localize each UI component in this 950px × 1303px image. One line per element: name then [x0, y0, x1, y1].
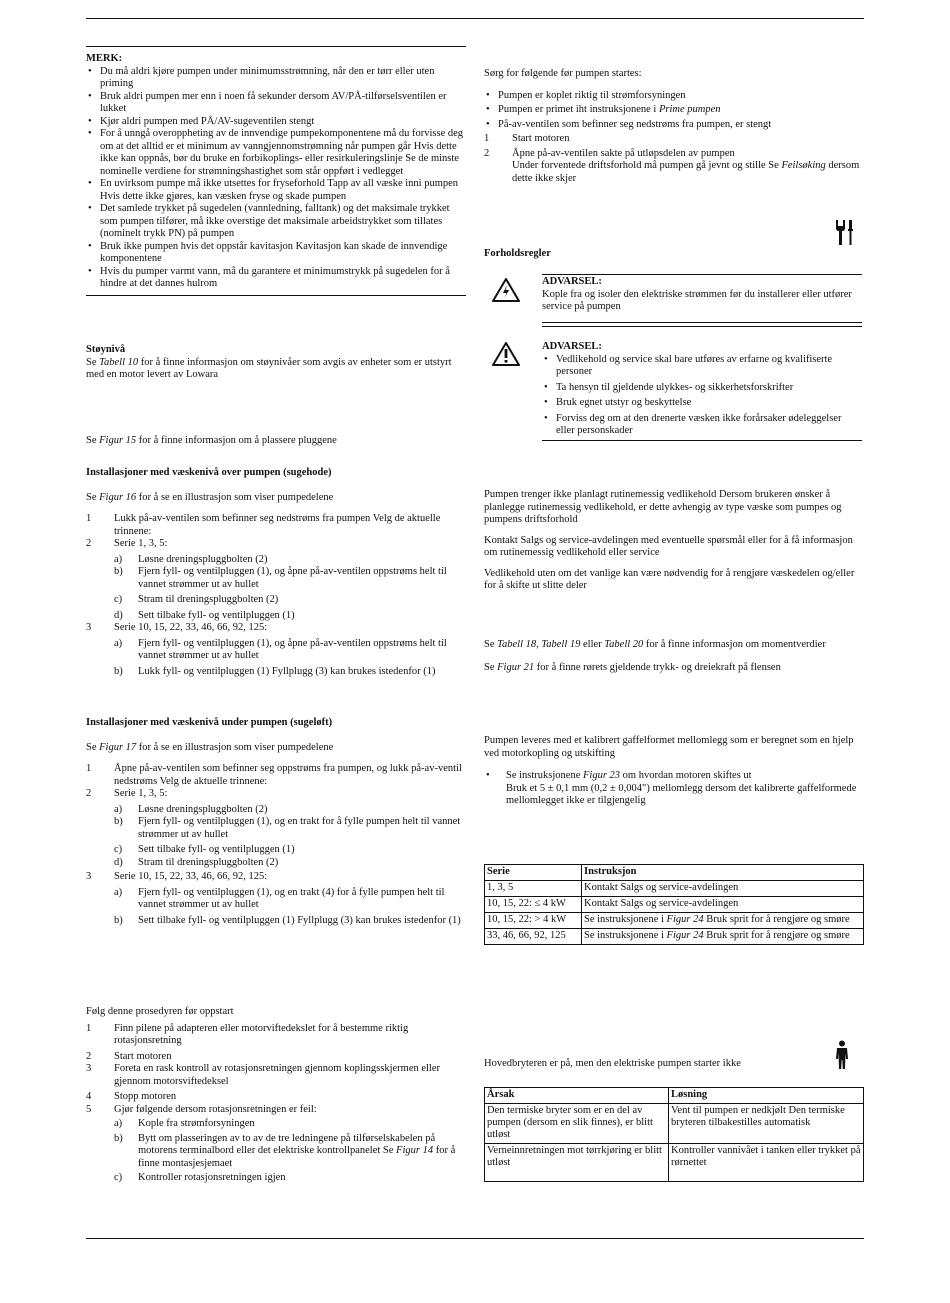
- warning-title: ADVARSEL:: [542, 276, 602, 287]
- section-ref[interactable]: Feilsøking: [781, 160, 826, 171]
- table-ref[interactable]: Tabell 19: [541, 639, 581, 650]
- table-cell: Kontakt Salgs og service-avdelingen: [582, 881, 864, 897]
- start-intro: Sørg for følgende før pumpen startes:: [484, 68, 642, 79]
- note-item: • Det samlede trykket på sugedelen (vannledning, falltank) og det maksimale trykket som pumpen tilfører, må ikke overstige det maksimale arbeidstrykket som tillates (nominelt trykk PN) på pumpen: [86, 203, 466, 241]
- maintenance-text: Vedlikehold uten om det vanlige kan være nødvendig for å rengjøre væskedelen og/eller for å skifte ut slitte deler: [484, 567, 855, 591]
- note-title: MERK:: [86, 53, 123, 64]
- step: 2 Serie 1, 3, 5:: [86, 538, 168, 549]
- note-box: [86, 46, 466, 296]
- note-item: • Kjør aldri pumpen med PÅ/AV-sugeventilen stengt: [86, 116, 466, 129]
- note-item: • Bruk ikke pumpen hvis det oppstår kavitasjon Kavitasjon kan skade de innvendige komponentene: [86, 241, 466, 266]
- table-cell: 10, 15, 22: ≤ 4 kW: [485, 897, 582, 913]
- sub-step: b) Sett tilbake fyll- og ventilpluggen (1) Fyllplugg (3) kan brukes istedenfor (1): [114, 914, 461, 926]
- step: 3 Serie 10, 15, 22, 33, 46, 66, 92, 125:: [86, 622, 268, 633]
- above-section: [86, 467, 466, 678]
- warning-box-general: [542, 326, 862, 441]
- above-heading: Installasjoner med væskenivå over pumpen (sugehode): [86, 467, 332, 478]
- step: 3 Foreta en rask kontroll av rotasjonsretningen gjennom koplingsskjermen eller gjennom motorsviftedeksel: [86, 1063, 441, 1087]
- note-item: • For å unngå overoppheting av de innvendige pumpekomponentene må du forvisse deg om at det alltid er et minimum av vanngjennomstrømning når pumpen går Hvis dette ikke kan oppnås, bør du bruke en forbikoplings- eller resirkuleringslinje Se de minste nominelle verdiene for strømningshastighet som står oppført i vedlegget: [86, 128, 466, 178]
- table-row: [485, 1144, 864, 1182]
- table-header: Instruksjon: [582, 865, 864, 881]
- figure-ref[interactable]: Figur 24: [666, 930, 704, 941]
- torque-text: Se Figur 21 for å finne rørets gjeldende trykk- og dreiekraft på flensen: [484, 661, 781, 673]
- sub-step: a) Løsne dreningspluggbolten (2): [114, 803, 268, 815]
- noise-text: Se Tabell 10 for å finne informasjon om støynivåer som avgis av enheter som er utstyrt med en motor levert av Lowara: [86, 356, 452, 380]
- sub-step: d) Stram til dreningspluggbolten (2): [114, 856, 279, 868]
- note-list: [86, 66, 466, 291]
- figure-ref[interactable]: Figur 14: [396, 1145, 434, 1156]
- figure-ref[interactable]: Figur 16: [99, 491, 137, 503]
- step: 2 Serie 1, 3, 5:: [86, 788, 168, 799]
- sub-step: b) Bytt om plasseringen av to av de tre ledningene på tilførselskabelen på motorens terminalbord eller det elektriske kontrollpanelet Se Figur 14 for å finne montasjesjemaet: [114, 1132, 456, 1169]
- noise-heading: Støynivå: [86, 344, 126, 355]
- maintenance-section: [484, 489, 864, 593]
- note-item: • Bruk aldri pumpen mer enn i noen få sekunder dersom AV/PÅ-tilførselsventilen er lukket: [86, 91, 466, 116]
- general-warning-icon: [491, 341, 521, 367]
- step: 4 Stopp motoren: [86, 1091, 177, 1102]
- plug-text: Se Figur 15 for å finne informasjon om å plassere pluggene: [86, 435, 337, 446]
- warning-item: • Forviss deg om at den drenerte væsken ikke forårsaker ødeleggelser eller personskader: [542, 413, 862, 438]
- table-ref[interactable]: Tabell 10: [99, 356, 139, 368]
- table-ref[interactable]: Tabell 20: [604, 639, 644, 650]
- step: 1 Lukk på-av-ventilen som befinner seg nedstrøms fra pumpen Velg de aktuelle trinnene:: [86, 513, 441, 537]
- start-list: [484, 90, 864, 132]
- top-rule: [86, 18, 864, 19]
- start-item: • Pumpen er primet iht instruksjonene i Prime pumpen: [484, 104, 864, 117]
- maintenance-text: Kontakt Salgs og service-avdelingen med eventuelle spørsmål eller for å få informasjon om rutinemessig vedlikehold eller service: [484, 534, 853, 558]
- table-row: [485, 897, 864, 913]
- sub-step: a) Løsne dreningspluggbolten (2): [114, 553, 268, 565]
- maintenance-text: Pumpen trenger ikke planlagt rutinemessig vedlikehold Dersom brukeren ønsker å planlegge rutinemessig vedlikehold, er dette avhengig av type væske som pumpes og pumpens driftsforhold: [484, 489, 842, 525]
- sub-step: a) Kople fra strømforsyningen: [114, 1118, 255, 1129]
- table-cell: 33, 46, 66, 92, 125: [485, 929, 582, 945]
- figure-ref[interactable]: Figur 17: [99, 741, 137, 753]
- warning-list: [542, 354, 862, 438]
- warning-title: ADVARSEL:: [542, 341, 602, 352]
- table-cell: Se instruksjonene i Figur 24 Bruk sprit for å rengjøre og smøre: [582, 913, 864, 929]
- noise-section: [86, 344, 466, 382]
- table-row: [485, 1104, 864, 1144]
- figure-ref[interactable]: Figur 21: [497, 661, 535, 673]
- figure-ref[interactable]: Figur 23: [583, 770, 621, 781]
- table-row: [485, 913, 864, 929]
- sub-step: c) Sett tilbake fyll- og ventilpluggen (1): [114, 844, 295, 855]
- above-intro: Se Figur 16 for å se en illustrasjon som viser pumpedelene: [86, 491, 334, 503]
- shim-item: • Se instruksjonene Figur 23 om hvordan motoren skiftes ut Bruk et 5 ± 0,1 mm (0,2 ± 0,004") mellomlegg dersom det kalibrerte gaffelformede mellomlegget ikke er tilgjengelig: [484, 770, 864, 808]
- sub-step: d) Sett tilbake fyll- og ventilpluggen (1): [114, 609, 295, 621]
- sub-step: c) Stram til dreningspluggbolten (2): [114, 594, 279, 605]
- note-item: • Du må aldri kjøre pumpen under minimumsstrømning, når den er tørr eller uten priming: [86, 66, 466, 91]
- table-ref[interactable]: Tabell 18: [497, 639, 537, 650]
- note-item: • En uvirksom pumpe må ikke utsettes for fryseforhold Tapp av all væske inni pumpen Hvis dette ikke gjøres, kan væsken fryse og skade pumpen: [86, 178, 466, 203]
- below-section: [86, 717, 466, 927]
- section-ref[interactable]: Prime pumpen: [658, 104, 721, 115]
- cleaning-table: [484, 864, 864, 945]
- table-cell: 1, 3, 5: [485, 881, 582, 897]
- sub-step: b) Fjern fyll- og ventilpluggen (1), og en trakt for å fylle pumpen helt til vannet strømmer ut av hullet: [114, 816, 461, 840]
- warning-box-electrical: [542, 274, 862, 323]
- rotation-intro: Følg denne prosedyren før oppstart: [86, 1006, 234, 1017]
- below-intro: Se Figur 17 for å se en illustrasjon som viser pumpedelene: [86, 741, 334, 753]
- table-header-row: [485, 865, 864, 881]
- sub-step: b) Lukk fyll- og ventilpluggen (1) Fyllplugg (3) kan brukes istedenfor (1): [114, 665, 436, 677]
- step: 1 Finn pilene på adapteren eller motorviftedekslet for å bestemme riktig rotasjonsretning: [86, 1022, 409, 1046]
- table-header: Løsning: [669, 1088, 864, 1104]
- start-section: [484, 68, 864, 185]
- table-cell: Kontroller vannivået i tanken eller trykket på rørnettet: [669, 1144, 864, 1182]
- shim-list: [484, 770, 864, 808]
- rotation-section: [86, 1006, 466, 1185]
- precautions-heading: Forholdsregler: [484, 248, 551, 259]
- step: 2 Åpne på-av-ventilen sakte på utløpsdelen av pumpen Under forventede driftsforhold må pumpen gå jevnt og stille Se Feilsøking dersom dette ikke skjer: [484, 147, 860, 184]
- torque-text: Se Tabell 18, Tabell 19 eller Tabell 20 for å finne informasjon om momentverdier: [484, 639, 826, 650]
- troubleshooting-table: [484, 1087, 864, 1182]
- table-cell: Den termiske bryter som er en del av pumpen (dersom en slik finnes), er blitt utløst: [485, 1104, 669, 1144]
- step: 3 Serie 10, 15, 22, 33, 46, 66, 92, 125:: [86, 871, 268, 882]
- bottom-rule: [86, 1238, 864, 1239]
- warning-item: • Vedlikehold og service skal bare utføres av erfarne og kvalifiserte personer: [542, 354, 862, 379]
- table-cell: Verneinnretningen mot tørrkjøring er blitt utløst: [485, 1144, 669, 1182]
- table-header: Serie: [485, 865, 582, 881]
- operator-person-icon: [834, 1040, 850, 1070]
- start-item: • På-av-ventilen som befinner seg nedstrøms fra pumpen, er stengt: [484, 119, 864, 132]
- shim-text: Pumpen leveres med et kalibrert gaffelformet mellomlegg som er beregnet som en hjelp ved motorkopling og utskifting: [484, 735, 854, 759]
- shim-section: [484, 735, 864, 808]
- warning-item: • Ta hensyn til gjeldende ulykkes- og sikkerhetsforskrifter: [542, 382, 862, 395]
- step: 5 Gjør følgende dersom rotasjonsretningen er feil:: [86, 1103, 317, 1115]
- figure-ref[interactable]: Figur 15: [99, 435, 137, 446]
- torque-section: [484, 639, 864, 674]
- sub-step: a) Fjern fyll- og ventilpluggen (1), og åpne på-av-ventilen oppstrøms helt til vannet strømmer ut av hullet: [114, 637, 447, 661]
- electrical-hazard-icon: [491, 277, 521, 303]
- trouble-intro: Hovedbryteren er på, men den elektriske pumpen starter ikke: [484, 1058, 741, 1069]
- below-heading: Installasjoner med væskenivå under pumpen (sugeløft): [86, 717, 333, 728]
- step: 1 Åpne på-av-ventilen som befinner seg oppstrøms fra pumpen, og lukk på-av-ventil nedstrøms Velg de aktuelle trinnene:: [86, 763, 462, 787]
- step: 2 Start motoren: [86, 1050, 172, 1062]
- table-header-row: [485, 1088, 864, 1104]
- table-cell: Vent til pumpen er nedkjølt Den termiske bryteren tilbakestilles automatisk: [669, 1104, 864, 1144]
- step: 1 Start motoren: [484, 133, 570, 144]
- table-cell: 10, 15, 22: > 4 kW: [485, 913, 582, 929]
- note-item: • Hvis du pumper varmt vann, må du garantere et minimumstrykk på sugedelen for å hindre at det dannes hulrom: [86, 266, 466, 291]
- table-cell: Kontakt Salgs og service-avdelingen: [582, 897, 864, 913]
- sub-step: b) Fjern fyll- og ventilpluggen (1), og åpne på-av-ventilen oppstrøms helt til vannet strømmer ut av hullet: [114, 566, 447, 590]
- table-header: Årsak: [485, 1088, 669, 1104]
- warning-text: Kople fra og isoler den elektriske strømmen før du installerer eller utfører service på pumpen: [542, 288, 852, 312]
- sub-step: c) Kontroller rotasjonsretningen igjen: [114, 1172, 286, 1183]
- table-cell: Se instruksjonene i Figur 24 Bruk sprit for å rengjøre og smøre: [582, 929, 864, 945]
- table-row: [485, 881, 864, 897]
- start-item: • Pumpen er koplet riktig til strømforsyningen: [484, 90, 864, 103]
- warning-item: • Bruk egnet utstyr og beskyttelse: [542, 397, 862, 410]
- sub-step: a) Fjern fyll- og ventilpluggen (1), og en trakt (4) for å fylle pumpen helt til vannet strømmer ut av hullet: [114, 886, 445, 910]
- figure-ref[interactable]: Figur 24: [666, 914, 704, 925]
- table-row: [485, 929, 864, 945]
- wrench-screwdriver-icon: [833, 218, 855, 248]
